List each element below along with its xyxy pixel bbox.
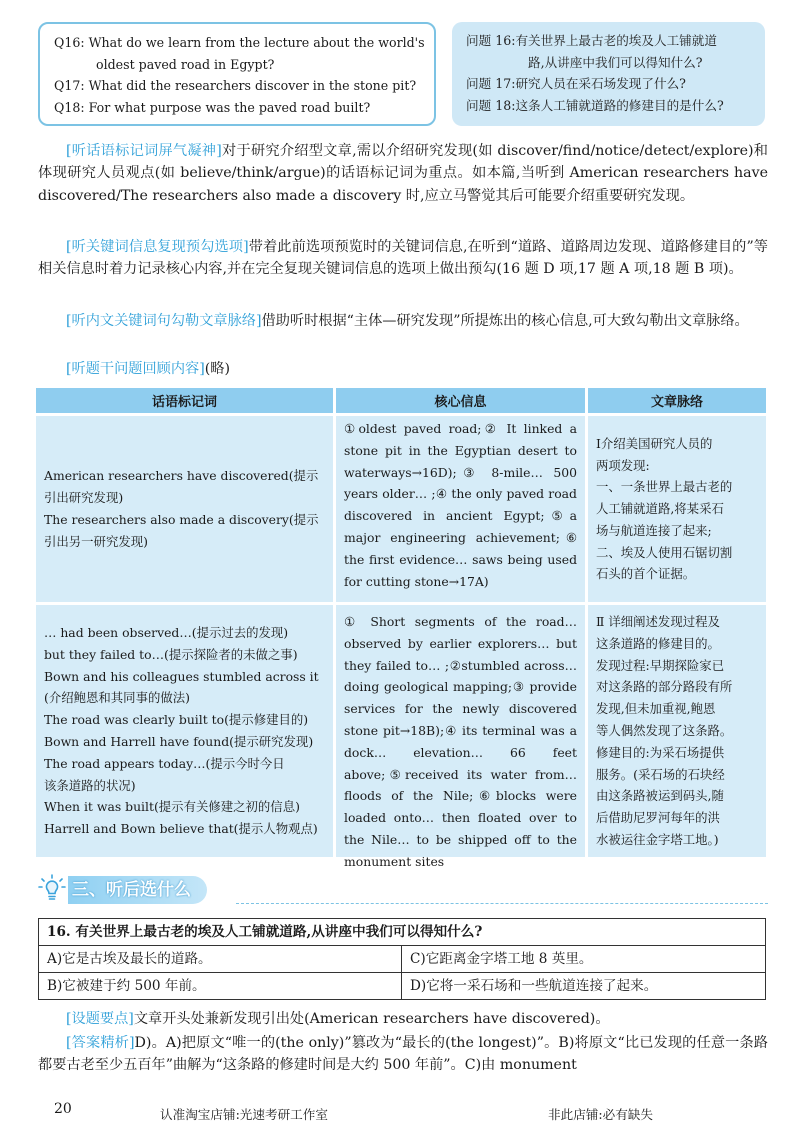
analysis-tag: [设题要点] xyxy=(66,1011,134,1027)
question-cn-line: 路,从讲座中我们可以得知什么? xyxy=(528,54,703,70)
strategy-tag: [听题干问题回顾内容] xyxy=(66,361,205,377)
outline-line: 场与航道连接了起来; xyxy=(596,522,712,538)
marker-line: American researchers have discovered(提示 xyxy=(44,468,319,484)
outline-line: 服务。(采石场的石块经 xyxy=(596,766,725,782)
table-cell-markers xyxy=(36,416,333,602)
question-cn-line: 问题 17:研究人员在采石场发现了什么? xyxy=(466,76,686,91)
option-b: B)它被建于约 500 年前。 xyxy=(39,973,402,999)
strategy-tag: [听内文关键词句勾勒文章脉络] xyxy=(66,313,262,329)
option-a: A)它是古埃及最长的道路。 xyxy=(39,946,402,972)
outline-line: 水被运往金字塔工地。) xyxy=(596,831,719,847)
strategy-tag: [听关键词信息复现预勾选项] xyxy=(66,239,249,255)
table-cell-markers xyxy=(36,605,333,857)
strategy-paragraph xyxy=(38,358,768,380)
marker-line: 引出研究发现) xyxy=(44,490,124,506)
outline-line: 二、埃及人使用石锯切割 xyxy=(596,544,733,560)
question-16-stem: 16. 有关世界上最古老的埃及人工铺就道路,从讲座中我们可以得知什么? xyxy=(39,919,765,946)
marker-line: … had been observed…(提示过去的发现) xyxy=(44,625,289,641)
question-en-line: Q17: What did the researchers discover in the stone pit? xyxy=(54,78,417,93)
outline-line: 修建目的:为采石场提供 xyxy=(596,744,725,760)
table-header-row xyxy=(36,388,769,413)
strategy-text: (略) xyxy=(204,361,231,377)
strategy-paragraph xyxy=(38,140,768,207)
marker-line: 该条道路的状况) xyxy=(44,777,136,793)
outline-line: 发现过程:早期探险家已 xyxy=(596,657,725,673)
analysis-tag: [答案精析] xyxy=(66,1035,135,1051)
outline-line: 一、一条世界上最古老的 xyxy=(596,479,733,495)
strategy-tag: [听话语标记词屏气凝神] xyxy=(66,143,222,159)
analysis-text: D)。A)把原文“唯一的(the only)”篡改为“最长的(the longest)”。B)将原文“比已发现的任意一条路都要古老至少五百年”曲解为“这条路的修建时间是大约 500 年前”。C)由 monument xyxy=(38,1035,768,1074)
lightbulb-icon xyxy=(38,874,66,904)
analysis-text: 文章开头处兼新发现引出处(American researchers have discovered)。 xyxy=(133,1011,610,1027)
questions-en-box xyxy=(38,22,436,126)
outline-line: 对这条路的部分路段有所 xyxy=(596,679,733,695)
question-16-box xyxy=(38,918,766,1000)
strategy-text: 借助听时根据“主体—研究发现”所提炼出的核心信息,可大致勾勒出文章脉络。 xyxy=(261,313,749,329)
outline-line: Ⅰ介绍美国研究人员的 xyxy=(596,435,713,451)
strategy-text: 对于研究介绍型文章,需以介绍研究发现(如 discover/find/notice/detect/explore)和体现研究人员观点(如 believe/think/argue)的话语标记词为重点。如本篇,当听到 American researchers have discovered/The researchers also made a discovery 时,应立马警觉其后可能要介绍重要研究发现。 xyxy=(38,143,768,204)
table-row xyxy=(36,416,769,602)
analysis-paragraph xyxy=(38,1008,768,1030)
table-cell-outline xyxy=(588,605,766,857)
question-cn-line: 问题 18:这条人工铺就道路的修建目的是什么? xyxy=(466,97,724,113)
table-cell-core: ①oldest paved road;② It linked a stone pit in the Egyptian desert to waterways→16D);③ 8-mile… 500 years older… ;④ the only paved road discovered in ancient Egypt;⑤a major engineering achievement;⑥ the first evidence… saws being used for cutting stone→17A) xyxy=(336,416,585,602)
options-row xyxy=(39,946,765,973)
analysis-table xyxy=(36,388,769,869)
analysis-paragraph xyxy=(38,1032,768,1077)
marker-line: When it was built(提示有关修建之初的信息) xyxy=(44,799,300,815)
section-title: 三、听后选什么 xyxy=(68,876,207,904)
strategy-text: 带着此前选项预览时的关键词信息,在听到“道路、道路周边发现、道路修建目的”等相关信息时着力记录核心内容,并在完全复现关键词信息的选项上做出预勾(16 题 D 项,17 题 A 项,18 题 B 项)。 xyxy=(38,239,768,278)
outline-line: 发现,但未加重视,鲍恩 xyxy=(596,701,716,717)
marker-line: but they failed to…(提示探险者的未做之事) xyxy=(44,646,298,662)
section-header xyxy=(36,872,768,908)
option-d: D)它将一采石场和一些航道连接了起来。 xyxy=(410,978,658,994)
question-en-line: oldest paved road in Egypt? xyxy=(96,56,275,72)
outline-line: 由这条路被运到码头,随 xyxy=(596,788,724,804)
outline-line: Ⅱ 详细阐述发现过程及 xyxy=(596,614,720,629)
question-cn-line: 问题 16:有关世界上最古老的埃及人工铺就道 xyxy=(466,33,717,48)
table-header-markers: 话语标记词 xyxy=(36,388,333,413)
section-divider xyxy=(236,903,768,904)
outline-line: 后借助尼罗河每年的洪 xyxy=(596,810,720,826)
outline-line: 两项发现: xyxy=(596,457,650,473)
outline-line: 等人偶然发现了这条路。 xyxy=(596,722,733,738)
marker-line: Bown and his colleagues stumbled across it xyxy=(44,668,319,684)
outline-line: 这条道路的修建目的。 xyxy=(596,635,720,651)
table-cell-outline xyxy=(588,416,766,602)
marker-line: The researchers also made a discovery(提示 xyxy=(44,512,319,527)
marker-line: (介绍鲍恩和其同事的做法) xyxy=(44,690,190,706)
table-row xyxy=(36,605,769,869)
option-c: C)它距离金字塔工地 8 英里。 xyxy=(410,951,593,967)
table-header-core: 核心信息 xyxy=(336,388,585,413)
options-row xyxy=(39,973,765,999)
outline-line: 石头的首个证据。 xyxy=(596,566,696,582)
footer-right-note: 非此店铺:必有缺失 xyxy=(548,1107,653,1122)
marker-line: Bown and Harrell have found(提示研究发现) xyxy=(44,734,314,749)
table-cell-core: ① Short segments of the road… observed by earlier explorers… but they failed to… ;②stumbled across… doing geological mapping;③ provide services for the newly discovered stone pit→18B);④ its terminal was a dock… elevation… 66 feet above;⑤received its water from… floods of the Nile;⑥blocks were loaded onto… then floated over to the Nile… to be shipped off to the monument sites xyxy=(336,605,585,857)
marker-line: The road appears today…(提示今时今日 xyxy=(44,755,285,771)
question-en-line: Q16: What do we learn from the lecture about the world's xyxy=(54,35,425,50)
question-en-line: Q18: For what purpose was the paved road built? xyxy=(54,99,371,115)
table-header-outline: 文章脉络 xyxy=(588,388,766,413)
marker-line: The road was clearly built to(提示修建目的) xyxy=(44,712,309,728)
page-number: 20 xyxy=(54,1101,72,1117)
questions-cn-box xyxy=(452,22,765,126)
marker-line: Harrell and Bown believe that(提示人物观点) xyxy=(44,821,318,837)
strategy-paragraph xyxy=(38,236,768,281)
strategy-paragraph xyxy=(38,310,768,332)
footer-left-note: 认准淘宝店铺:光速考研工作室 xyxy=(160,1107,328,1122)
marker-line: 引出另一研究发现) xyxy=(44,533,148,549)
outline-line: 人工铺就道路,将某采石 xyxy=(596,501,724,517)
